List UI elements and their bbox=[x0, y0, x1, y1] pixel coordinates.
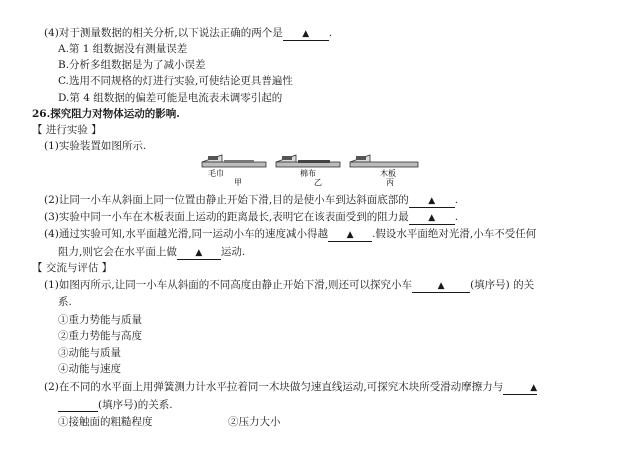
cart-icon bbox=[208, 156, 218, 160]
q26-e2-line2 bbox=[58, 398, 173, 412]
e1-option-1: ①重力势能与质量 bbox=[58, 314, 142, 326]
q4-answer-blank[interactable] bbox=[283, 27, 329, 41]
q26-p4-blank2[interactable] bbox=[177, 246, 221, 260]
q26-p4-text: (4)通过实验可知,水平面越光滑,同一运动小车的速度减小得越 bbox=[44, 228, 329, 240]
q26-p4-text-after: .假设水平面绝对光滑,小车不受任何 bbox=[372, 228, 537, 240]
e1-option-3: ③动能与质量 bbox=[58, 347, 121, 359]
q26-e2-text: (2)在不同的水平面上用弹簧测力计水平拉着同一木块做匀速直线运动,可探究木块所受滑动摩擦力与 bbox=[44, 381, 504, 393]
e2-option-2: ②压力大小 bbox=[228, 416, 281, 428]
q26-p4-line2 bbox=[58, 245, 245, 260]
q26-p2-blank[interactable] bbox=[409, 194, 455, 208]
q4-stem bbox=[44, 26, 332, 41]
q4-option-a: A.第 1 组数据没有测量误差 bbox=[58, 43, 188, 55]
ramp-diagrams bbox=[200, 152, 425, 186]
caption-jia: 甲 bbox=[234, 178, 242, 186]
q26-p4 bbox=[44, 227, 536, 242]
q26-p1: (1)实验装置如图所示. bbox=[44, 140, 147, 152]
blank-marker: ▲ bbox=[437, 281, 445, 291]
label-board: 木板 bbox=[380, 169, 396, 178]
q4-option-b: B.分析多组数据是为了减小误差 bbox=[58, 59, 206, 71]
q26-p2-end: . bbox=[454, 194, 459, 206]
q26-e1-line2: 系. bbox=[58, 296, 72, 308]
experiment-figure bbox=[200, 152, 425, 186]
blank-marker: ▲ bbox=[530, 383, 538, 393]
q26-p3-end: . bbox=[454, 211, 459, 223]
section-header-evaluation: 【 交流与评估 】 bbox=[32, 262, 113, 274]
caption-bing: 丙 bbox=[386, 178, 394, 186]
label-cotton: 棉布 bbox=[300, 169, 316, 178]
q26-p2 bbox=[44, 193, 458, 208]
q26-e1-blank[interactable] bbox=[412, 279, 470, 293]
cart-icon bbox=[356, 156, 366, 160]
q26-e1-text-after: (填序号) 的关 bbox=[470, 279, 535, 291]
e2-option-1: ①接触面的粗糙程度 bbox=[58, 416, 153, 428]
label-towel: 毛巾 bbox=[208, 169, 224, 178]
e1-option-2: ②重力势能与高度 bbox=[58, 330, 142, 342]
e1-option-4: ④动能与速度 bbox=[58, 363, 121, 375]
q26-e2-blank-cont[interactable] bbox=[58, 399, 98, 412]
caption-yi: 乙 bbox=[314, 178, 322, 186]
q26-e2-blank[interactable] bbox=[503, 381, 537, 395]
blank-marker: ▲ bbox=[195, 248, 203, 258]
setup-cotton bbox=[276, 155, 340, 186]
q4-option-c: C.选用不同规格的灯进行实验,可使结论更具普遍性 bbox=[58, 75, 293, 87]
q26-e1 bbox=[44, 278, 534, 293]
cart-icon bbox=[282, 156, 292, 160]
blank-marker: ▲ bbox=[428, 196, 436, 206]
q26-title: 26.探究阻力对物体运动的影响. bbox=[32, 108, 180, 120]
q26-e1-text: (1)如图丙所示,让同一小车从斜面的不同高度由静止开始下滑,则还可以探究小车 bbox=[44, 279, 413, 291]
setup-towel bbox=[202, 155, 266, 186]
q26-p4-line2-text: 阻力,则它会在水平面上做 bbox=[58, 246, 177, 258]
q26-p4-blank1[interactable] bbox=[328, 228, 372, 242]
q26-p3-blank[interactable] bbox=[409, 211, 455, 225]
blank-marker: ▲ bbox=[346, 230, 354, 240]
q4-option-d: D.第 4 组数据的偏差可能是电流表未调零引起的 bbox=[58, 92, 283, 104]
q26-p3-text: (3)实验中同一小车在木板表面上运动的距离最长,表明它在该表面受到的阻力最 bbox=[44, 211, 409, 223]
q26-p3 bbox=[44, 210, 458, 225]
setup-board bbox=[350, 155, 418, 186]
q4-stem-text: (4)对于测量数据的相关分析,以下说法正确的两个是 bbox=[44, 27, 283, 39]
q4-stem-end: . bbox=[328, 27, 333, 39]
section-header-experiment: 【 进行实验 】 bbox=[32, 124, 102, 136]
q26-p4-line2-end: 运动. bbox=[220, 246, 246, 258]
blank-marker: ▲ bbox=[302, 29, 310, 39]
q26-e2 bbox=[44, 380, 537, 395]
q26-e2-line2-text: (填序号)的关系. bbox=[98, 399, 173, 411]
q26-p2-text: (2)让同一小车从斜面上同一位置由静止开始下滑,目的是使小车到达斜面底部的 bbox=[44, 194, 409, 206]
blank-marker: ▲ bbox=[428, 213, 436, 223]
